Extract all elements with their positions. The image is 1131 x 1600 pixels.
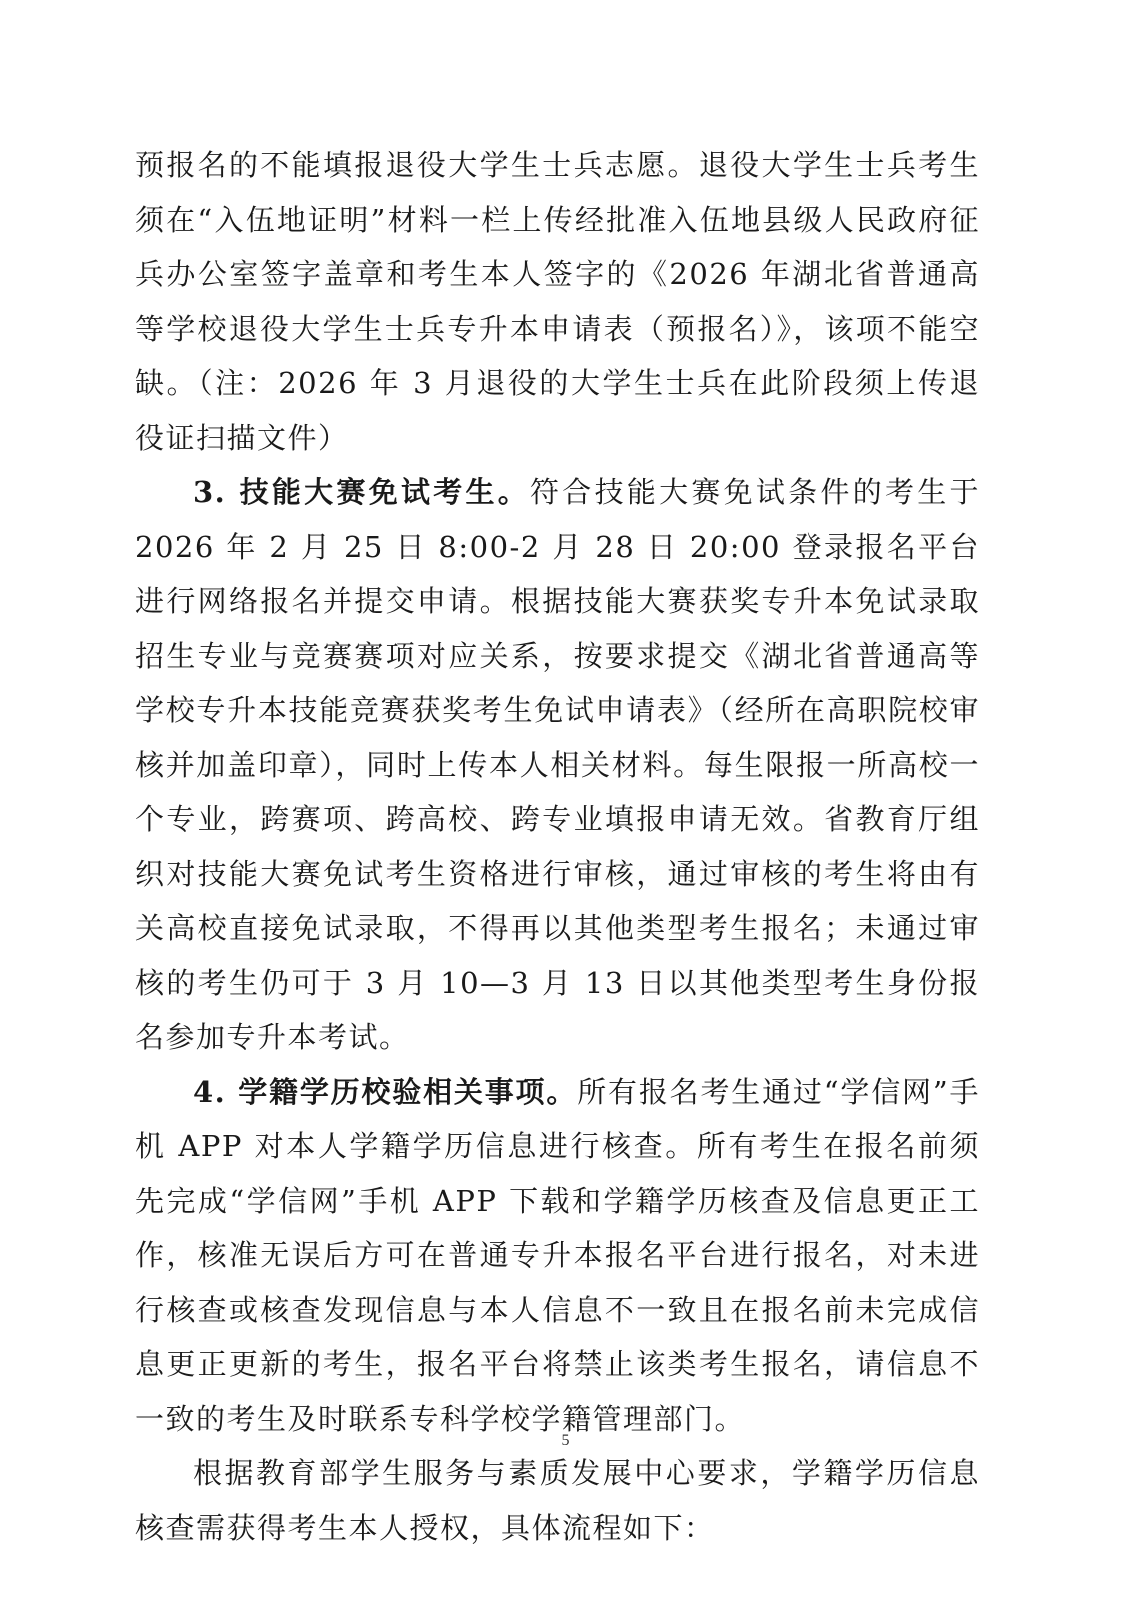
paragraph-heading: 3. 技能大赛免试考生。	[193, 475, 531, 509]
page-number: 5	[561, 1432, 570, 1449]
paragraph-text: 根据教育部学生服务与素质发展中心要求，学籍学历信息核查需获得考生本人授权，具体流程如下：	[135, 1456, 980, 1545]
document-body	[135, 138, 980, 1555]
paragraph-veteran-continuation	[135, 138, 980, 465]
paragraph-text: 所有报名考生通过“学信网”手机 APP 对本人学籍学历信息进行核查。所有考生在报名前须先完成“学信网”手机 APP 下载和学籍学历核查及信息更正工作，核准无误后方可在普通专升本报名平台进行报名，对未进行核查或核查发现信息与本人信息不一致且在报名前未完成信息更正更新的考生，报名平台将禁止该类考生报名，请信息不一致的考生及时联系专科学校学籍管理部门。	[135, 1074, 980, 1436]
paragraph-text: 符合技能大赛免试条件的考生于 2026 年 2 月 25 日 8:00-2 月 28 日 20:00 登录报名平台进行网络报名并提交申请。根据技能大赛获奖专升本免试录取招生专业与竞赛赛项对应关系，按要求提交《湖北省普通高等学校专升本技能竞赛获奖考生免试申请表》（经所在高职院校审核并加盖印章），同时上传本人相关材料。每生限报一所高校一个专业，跨赛项、跨高校、跨专业填报申请无效。省教育厅组织对技能大赛免试考生资格进行审核，通过审核的考生将由有关高校直接免试录取，不得再以其他类型考生报名；未通过审核的考生仍可于 3 月 10—3 月 13 日以其他类型考生身份报名参加专升本考试。	[135, 475, 980, 1054]
paragraph-heading: 4. 学籍学历校验相关事项。	[193, 1074, 578, 1109]
paragraph-text: 预报名的不能填报退役大学生士兵志愿。退役大学生士兵考生须在“入伍地证明”材料一栏上传经批准入伍地县级人民政府征兵办公室签字盖章和考生本人签字的《2026 年湖北省普通高等学校退役大学生士兵专升本申请表（预报名）》，该项不能空缺。（注：2026 年 3 月退役的大学生士兵在此阶段须上传退役证扫描文件）	[135, 148, 980, 455]
paragraph-enrollment-verification	[135, 1065, 980, 1447]
paragraph-skill-competition	[135, 465, 980, 1065]
paragraph-verification-process	[135, 1446, 980, 1555]
